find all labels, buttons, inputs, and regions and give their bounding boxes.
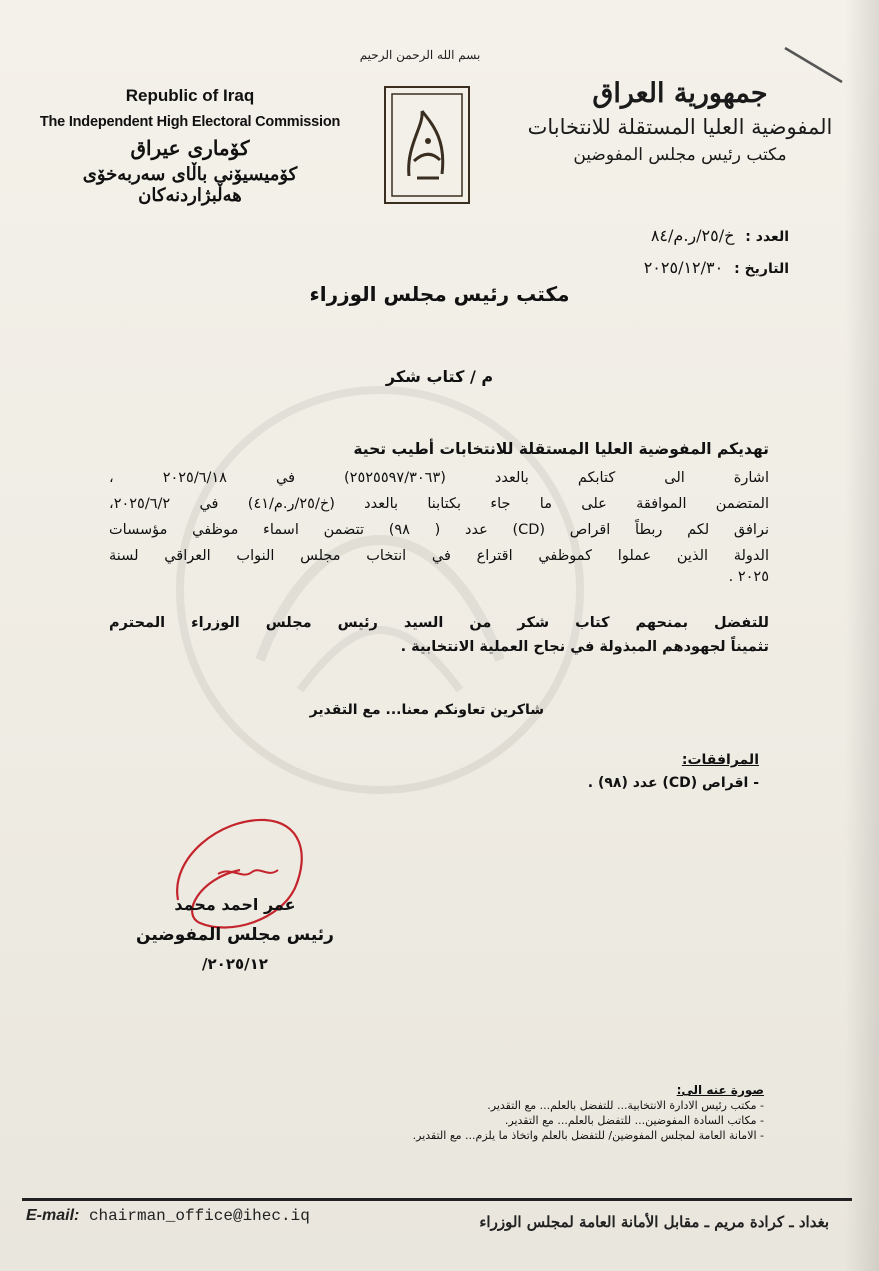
- commission-name-ar: المفوضية العليا المستقلة للانتخابات: [527, 115, 833, 139]
- country-name-en: Republic of Iraq: [125, 86, 255, 105]
- body-line-2: المتضمن الموافقة على ما جاء بكتابنا بالعدد (خ/٢٥/ر.م/٤١) في ٢٠٢٥/٦/٢،: [109, 496, 769, 512]
- request-line-2: تثميناً لجهودهم المبذولة في نجاح العملية الانتخابية .: [400, 639, 769, 655]
- signature-date: ٢٠٢٥/١٢/: [202, 955, 268, 973]
- ihec-logo-icon: [384, 86, 470, 204]
- email-address: chairman_office@ihec.iq: [88, 1207, 310, 1225]
- signatory-name: عمر احمد محمد: [174, 895, 296, 914]
- footer-email: [26, 1207, 310, 1225]
- date-value: ٢٠٢٥/١٢/٣٠: [643, 258, 724, 277]
- header-left: [30, 86, 350, 206]
- handwritten-signature: [160, 808, 320, 938]
- commission-name-ku: کۆمیسیۆنی باڵای سەربەخۆی هەڵبژاردنەکان: [82, 164, 298, 206]
- signatory-title: رئيس مجلس المفوضين: [136, 925, 334, 945]
- office-name-ar: مكتب رئيس مجلس المفوضين: [573, 145, 787, 165]
- closing-line: شاكرين تعاونكم معنا... مع التقدير: [309, 702, 544, 718]
- attachments-item: - اقراص (CD) عدد (٩٨) .: [587, 775, 759, 791]
- body-line-1: اشارة الى كتابكم بالعدد (٢٥٢٥٥٩٧/٣٠٦٣) في ٢٠٢٥/٦/١٨ ،: [109, 470, 769, 486]
- country-name-ku: کۆماری عیراق: [130, 136, 250, 160]
- reference-date: [644, 258, 789, 277]
- greeting: تهديكم المفوضية العليا المستقلة للانتخابات أطيب تحية: [353, 440, 769, 458]
- footer-divider: [22, 1198, 852, 1201]
- body-line-5: ٢٠٢٥ .: [728, 569, 769, 585]
- copies-item: - مكاتب السادة المفوضين... للتفضل بالعلم... مع التقدير.: [504, 1114, 764, 1127]
- watermark-emblem: [140, 360, 620, 820]
- commission-name-en: The Independent High Electoral Commission: [39, 114, 341, 130]
- request-line-1: للتفضل بمنحهم كتاب شكر من السيد رئيس مجلس الوزراء المحترم: [109, 615, 769, 631]
- number-value: خ/٢٥/ر.م/٨٤: [650, 226, 735, 245]
- copies-heading: صورة عنه الى:: [676, 1083, 764, 1097]
- body-line-4: الدولة الذين عملوا كموظفي اقتراع في انتخاب مجلس النواب العراقي لسنة: [109, 548, 769, 564]
- attachments-label: المرافقات:: [681, 752, 759, 768]
- header-right: [520, 78, 840, 165]
- body-line-3: نرافق لكم ربطاً اقراص (CD) عدد ( ٩٨) تتضمن اسماء موظفي مؤسسات: [109, 522, 769, 538]
- date-label: التاريخ :: [734, 261, 789, 277]
- copies-item: - الامانة العامة لمجلس المفوضين/ للتفضل بالعلم واتخاذ ما يلزم... مع التقدير.: [412, 1129, 764, 1142]
- page-shadow: [845, 0, 879, 1271]
- email-label: E-mail:: [26, 1207, 80, 1224]
- addressee: مكتب رئيس مجلس الوزراء: [309, 282, 570, 306]
- country-name-ar: جمهورية العراق: [592, 78, 768, 109]
- number-label: العدد :: [745, 229, 789, 245]
- reference-number: [651, 226, 789, 245]
- copies-item: - مكتب رئيس الادارة الانتخابية... للتفضل بالعلم... مع التقدير.: [487, 1099, 764, 1112]
- footer-address: بغداد ـ كرادة مريم ـ مقابل الأمانة العامة لمجلس الوزراء: [479, 1213, 829, 1231]
- subject-line: م / كتاب شكر: [385, 367, 494, 386]
- basmala: بسم الله الرحمن الرحيم: [359, 48, 481, 62]
- copies-block: [413, 1083, 764, 1143]
